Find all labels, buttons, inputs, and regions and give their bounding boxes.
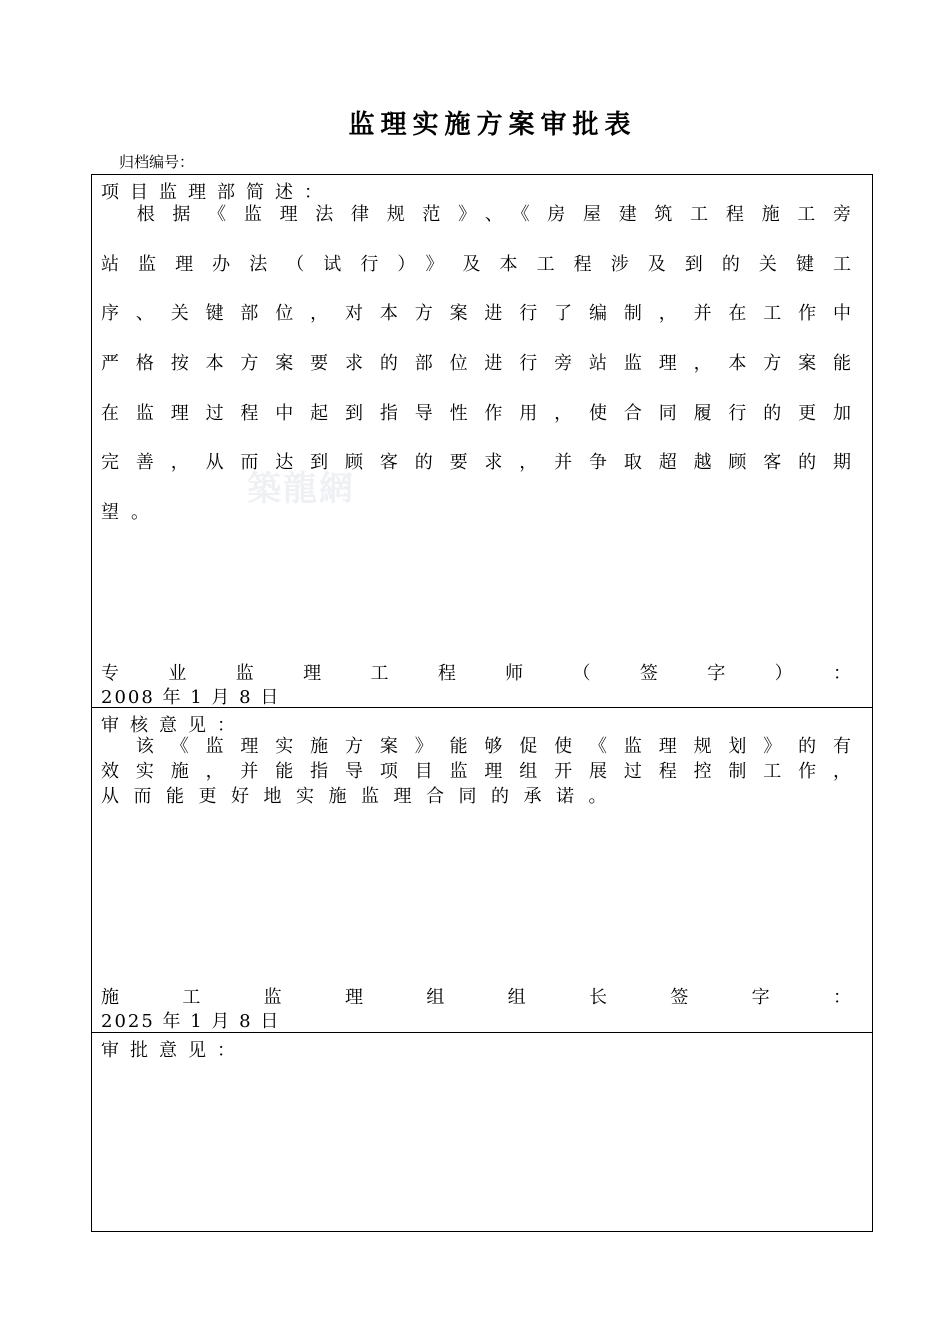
approval-opinion-section bbox=[92, 1033, 872, 1231]
review-line-1: 该《监理实施方案》能够促使《监理规划》的有 bbox=[101, 736, 851, 757]
review-opinion-label: 审核意见： bbox=[101, 715, 246, 736]
engineer-signature-date: 2008 年 1 月 8 日 bbox=[101, 687, 281, 708]
summary-line-3: 序、关键部位，对本方案进行了编制，并在工作中 bbox=[101, 303, 851, 325]
engineer-signature-label: 专业监理工程师（签字）： bbox=[101, 663, 851, 684]
watermark-logo: 築龍網 bbox=[247, 469, 355, 509]
project-summary-section bbox=[92, 175, 872, 708]
review-line-2: 效实施，并能指导项目监理组开展过程控制工作， bbox=[101, 761, 851, 782]
archive-number-label: 归档编号： bbox=[119, 153, 195, 171]
summary-line-2: 站监理办法（试行）》及本工程涉及到的关键工 bbox=[101, 253, 851, 275]
summary-line-6: 完善，从而达到顾客的要求，并争取超越顾客的期 bbox=[101, 452, 851, 474]
summary-line-5: 在监理过程中起到指导性作用，使合同履行的更加 bbox=[101, 402, 851, 424]
leader-signature-label: 施工监理组组长签字： bbox=[101, 987, 851, 1008]
approval-form-table bbox=[91, 174, 873, 1232]
summary-line-7: 望。 bbox=[101, 502, 161, 524]
review-opinion-section bbox=[92, 708, 872, 1033]
leader-signature-date: 2025 年 1 月 8 日 bbox=[101, 1011, 281, 1032]
summary-line-4: 严格按本方案要求的部位进行旁站监理，本方案能 bbox=[101, 353, 851, 375]
summary-line-1: 根据《监理法律规范》、《房屋建筑工程施工旁 bbox=[101, 204, 851, 225]
review-opinion-text bbox=[101, 734, 851, 809]
review-line-3: 从而能更好地实施监理合同的承诺。 bbox=[101, 786, 621, 807]
approval-opinion-label: 审批意见： bbox=[101, 1040, 246, 1061]
form-title: 监理实施方案审批表 bbox=[348, 110, 637, 140]
project-summary-label: 项目监理部简述： bbox=[101, 182, 333, 203]
project-summary-text bbox=[101, 190, 851, 538]
